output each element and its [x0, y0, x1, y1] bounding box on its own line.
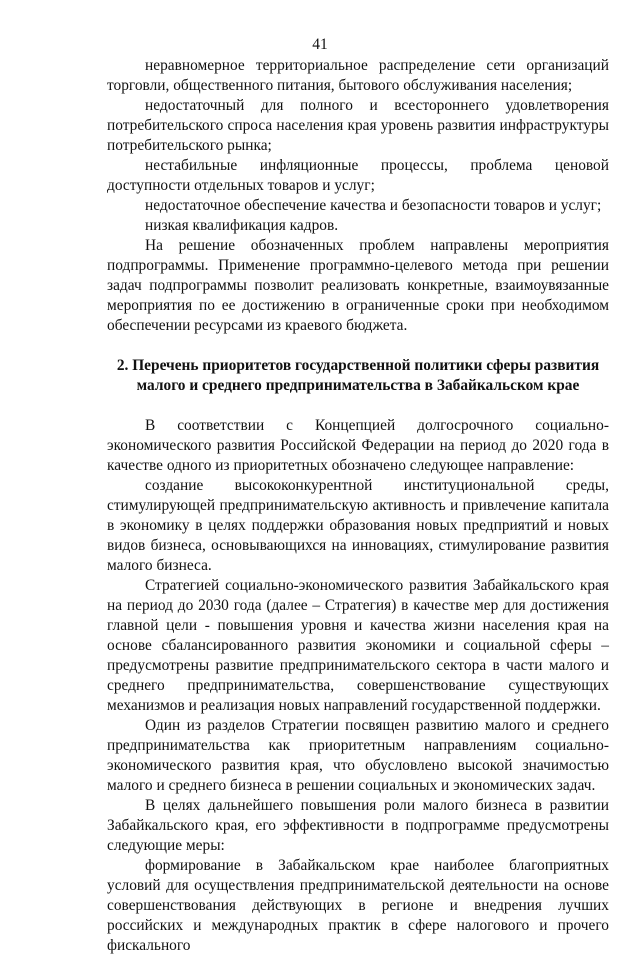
- paragraph-item: неравномерное территориальное распределение сети организаций торговли, общественного питания, бытового обслуживания населения;: [107, 57, 609, 94]
- paragraph-item: формирование в Забайкальском крае наиболее благоприятных условий для осуществления предпринимательской деятельности на основе совершенствования действующих в регионе и внедрения лучших российских и международных практик в сфере налогового и прочего фискального: [107, 857, 609, 954]
- paragraph-item: Стратегией социально-экономического развития Забайкальского края на период до 2030 года (далее – Стратегия) в качестве мер для достижения главной цели - повышения уровня и качества жизни населения края на основе сбалансированного развития экономики и социальной сферы – предусмотрены развитие предпринимательского сектора в части малого и среднего предпринимательства, совершенствование существующих механизмов и реализация новых направлений государственной поддержки.: [107, 577, 609, 714]
- paragraph-item: недостаточное обеспечение качества и безопасности товаров и услуг;: [145, 197, 602, 214]
- paragraph-item: создание высококонкурентной институциональной среды, стимулирующей предпринимательскую активность и привлечение капитала в экономику в целях поддержки образования новых предприятий и новых видов бизнеса, основывающихся на инновациях, стимулирование развития малого бизнеса.: [107, 477, 609, 574]
- paragraph-item: На решение обозначенных проблем направлены мероприятия подпрограммы. Применение программно-целевого метода при решении задач подпрограммы позволит реализовать конкретные, взаимоувязанные мероприятия по ее достижению в ограниченные сроки при необходимом обеспечении ресурсами из краевого бюджета.: [107, 237, 609, 334]
- paragraph-item: низкая квалификация кадров.: [145, 217, 339, 234]
- paragraph-item: нестабильные инфляционные процессы, проблема ценовой доступности отдельных товаров и услуг;: [107, 157, 609, 194]
- paragraph-item: Один из разделов Стратегии посвящен развитию малого и среднего предпринимательства как приоритетным направлениям социально-экономического развития края, что обусловлено высокой значимостью малого и среднего бизнеса в решении социальных и экономических задач.: [107, 717, 609, 794]
- section-heading-line: 2. Перечень приоритетов государственной политики сферы развития: [116, 357, 600, 374]
- page-number: 41: [312, 36, 328, 53]
- section-heading-line: малого и среднего предпринимательства в Забайкальском крае: [136, 377, 580, 394]
- section-heading: [107, 356, 609, 396]
- paragraph-item: В соответствии с Концепцией долгосрочного социально-экономического развития Российской Федерации на период до 2020 года в качестве одного из приоритетных обозначено следующее направление:: [107, 417, 609, 474]
- paragraph-item: недостаточный для полного и всестороннего удовлетворения потребительского спроса населения края уровень развития инфраструктуры потребительского рынка;: [107, 97, 609, 154]
- paragraph-item: В целях дальнейшего повышения роли малого бизнеса в развитии Забайкальского края, его эффективности в подпрограмме предусмотрены следующие меры:: [107, 797, 609, 854]
- document-body: [107, 56, 609, 956]
